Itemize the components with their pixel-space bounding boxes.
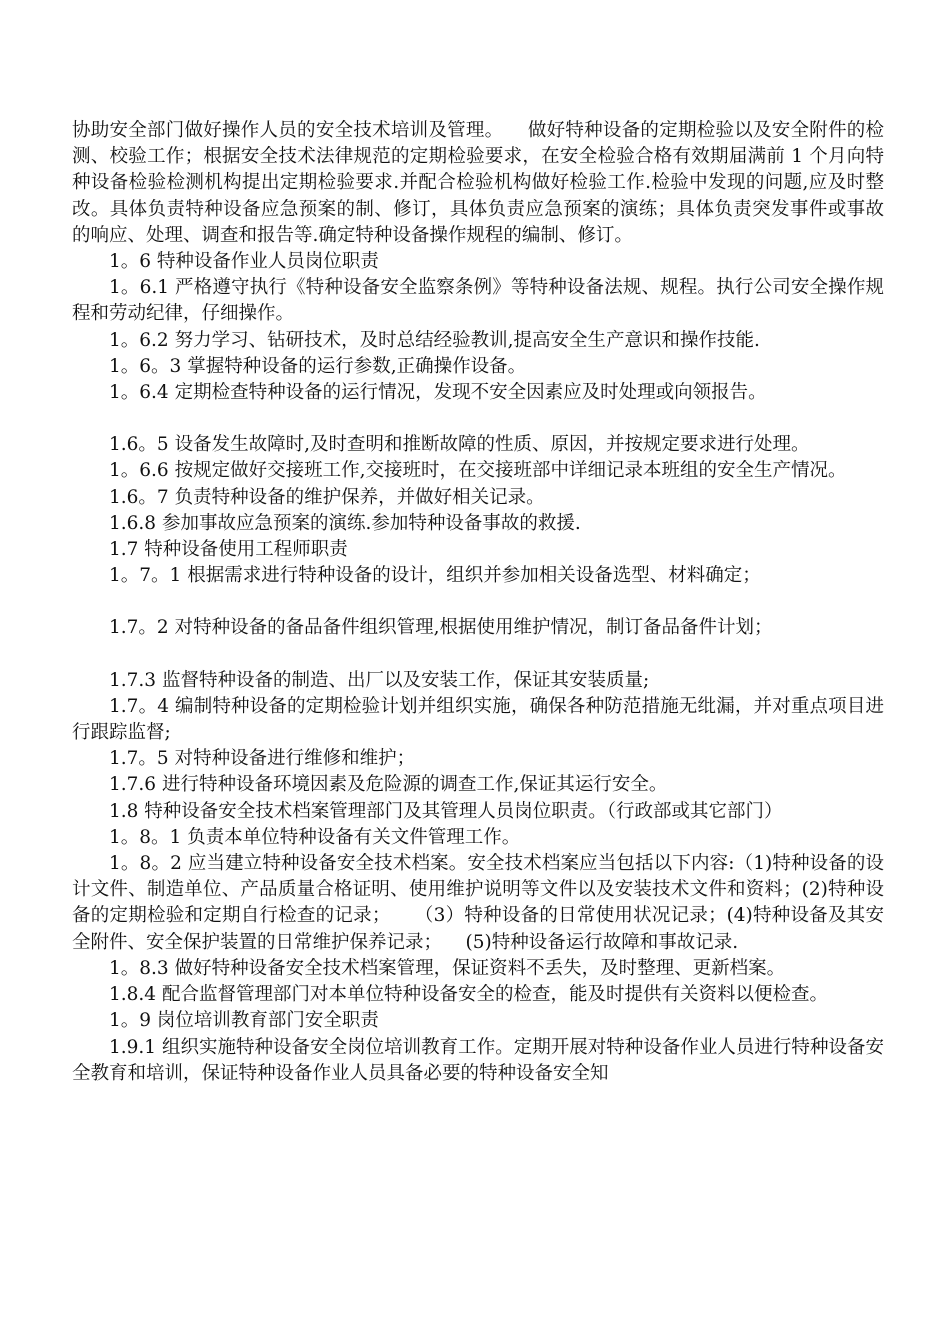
blank-line bbox=[72, 589, 884, 615]
paragraph: 1。8。1 负责本单位特种设备有关文件管理工作。 bbox=[109, 826, 521, 848]
paragraph: 1.7.3 监督特种设备的制造、出厂以及安装工作，保证其安装质量; bbox=[109, 669, 650, 691]
paragraph: 1.6。5 设备发生故障时,及时查明和推断故障的性质、原因，并按规定要求进行处理。 bbox=[109, 434, 810, 456]
paragraph: 1.7。2 对特种设备的备品备件组织管理,根据使用维护情况，制订备品备件计划； bbox=[109, 617, 773, 639]
paragraph: 1.6。7 负责特种设备的维护保养，并做好相关记录。 bbox=[109, 486, 545, 508]
paragraph: 1。8。2 应当建立特种设备安全技术档案。安全技术档案应当包括以下内容:（1)特种设备的设计文件、制造单位、产品质量合格证明、使用维护说明等文件以及安装技术文件和资料；(2)特种设备的定期检验和定期自行检查的记录； （3）特种设备的日常使用状况记录；(4)特种设备及其安全附件、安全保护装置的日常维护保养记录； (5)特种设备运行故障和事故记录. bbox=[72, 853, 884, 953]
paragraph: 1。7。1 根据需求进行特种设备的设计，组织并参加相关设备选型、材料确定； bbox=[109, 565, 761, 587]
paragraph: 1。6.2 努力学习、钻研技术，及时总结经验教训,提高安全生产意识和操作技能. bbox=[109, 329, 760, 351]
paragraph: 1。6.6 按规定做好交接班工作,交接班时，在交接班部中详细记录本班组的安全生产情况。 bbox=[109, 460, 847, 482]
paragraph: 1.7.6 进行特种设备环境因素及危险源的调查工作,保证其运行安全。 bbox=[109, 774, 668, 796]
paragraph: 1.7 特种设备使用工程师职责 bbox=[109, 539, 348, 561]
paragraph: 1.7。5 对特种设备进行维修和维护； bbox=[109, 748, 416, 770]
paragraph: 1。9 岗位培训教育部门安全职责 bbox=[109, 1010, 379, 1032]
paragraph: 1。6 特种设备作业人员岗位职责 bbox=[109, 251, 379, 273]
paragraph: 1.7。4 编制特种设备的定期检验计划并组织实施，确保各种防范措施无纰漏，并对重点项目进行跟踪监督; bbox=[72, 695, 884, 744]
paragraph: 1.8.4 配合监督管理部门对本单位特种设备安全的检查，能及时提供有关资料以便检查。 bbox=[109, 984, 828, 1006]
paragraph: 协助安全部门做好操作人员的安全技术培训及管理。 做好特种设备的定期检验以及安全附件的检测、校验工作；根据安全技术法律规范的定期检验要求，在安全检验合格有效期届满前 1 个月向特种设备检验检测机构提出定期检验要求.并配合检验机构做好检验工作.检验中发现的问题,应及时整改。具体负责特种设备应急预案的制、修订，具体负责应急预案的演练；具体负责突发事件或事故的响应、处理、调查和报告等.确定特种设备操作规程的编制、修订。 bbox=[72, 120, 884, 246]
blank-line bbox=[72, 642, 884, 668]
blank-line bbox=[72, 406, 884, 432]
paragraph: 1。6.1 严格遵守执行《特种设备安全监察条例》等特种设备法规、规程。执行公司安全操作规程和劳动纪律，仔细操作。 bbox=[72, 277, 884, 325]
paragraph: 1.6.8 参加事故应急预案的演练.参加特种设备事故的救援. bbox=[109, 512, 581, 534]
paragraph: 1。8.3 做好特种设备安全技术档案管理，保证资料不丢失，及时整理、更新档案。 bbox=[109, 957, 786, 979]
document-page bbox=[72, 118, 884, 1087]
paragraph: 1.8 特种设备安全技术档案管理部门及其管理人员岗位职责。（行政部或其它部门） bbox=[109, 800, 783, 822]
paragraph: 1。6。3 掌握特种设备的运行参数,正确操作设备。 bbox=[109, 355, 527, 377]
paragraph: 1.9.1 组织实施特种设备安全岗位培训教育工作。定期开展对特种设备作业人员进行特种设备安全教育和培训，保证特种设备作业人员具备必要的特种设备安全知 bbox=[72, 1036, 884, 1084]
paragraph: 1。6.4 定期检查特种设备的运行情况，发现不安全因素应及时处理或向领报告。 bbox=[109, 382, 767, 404]
